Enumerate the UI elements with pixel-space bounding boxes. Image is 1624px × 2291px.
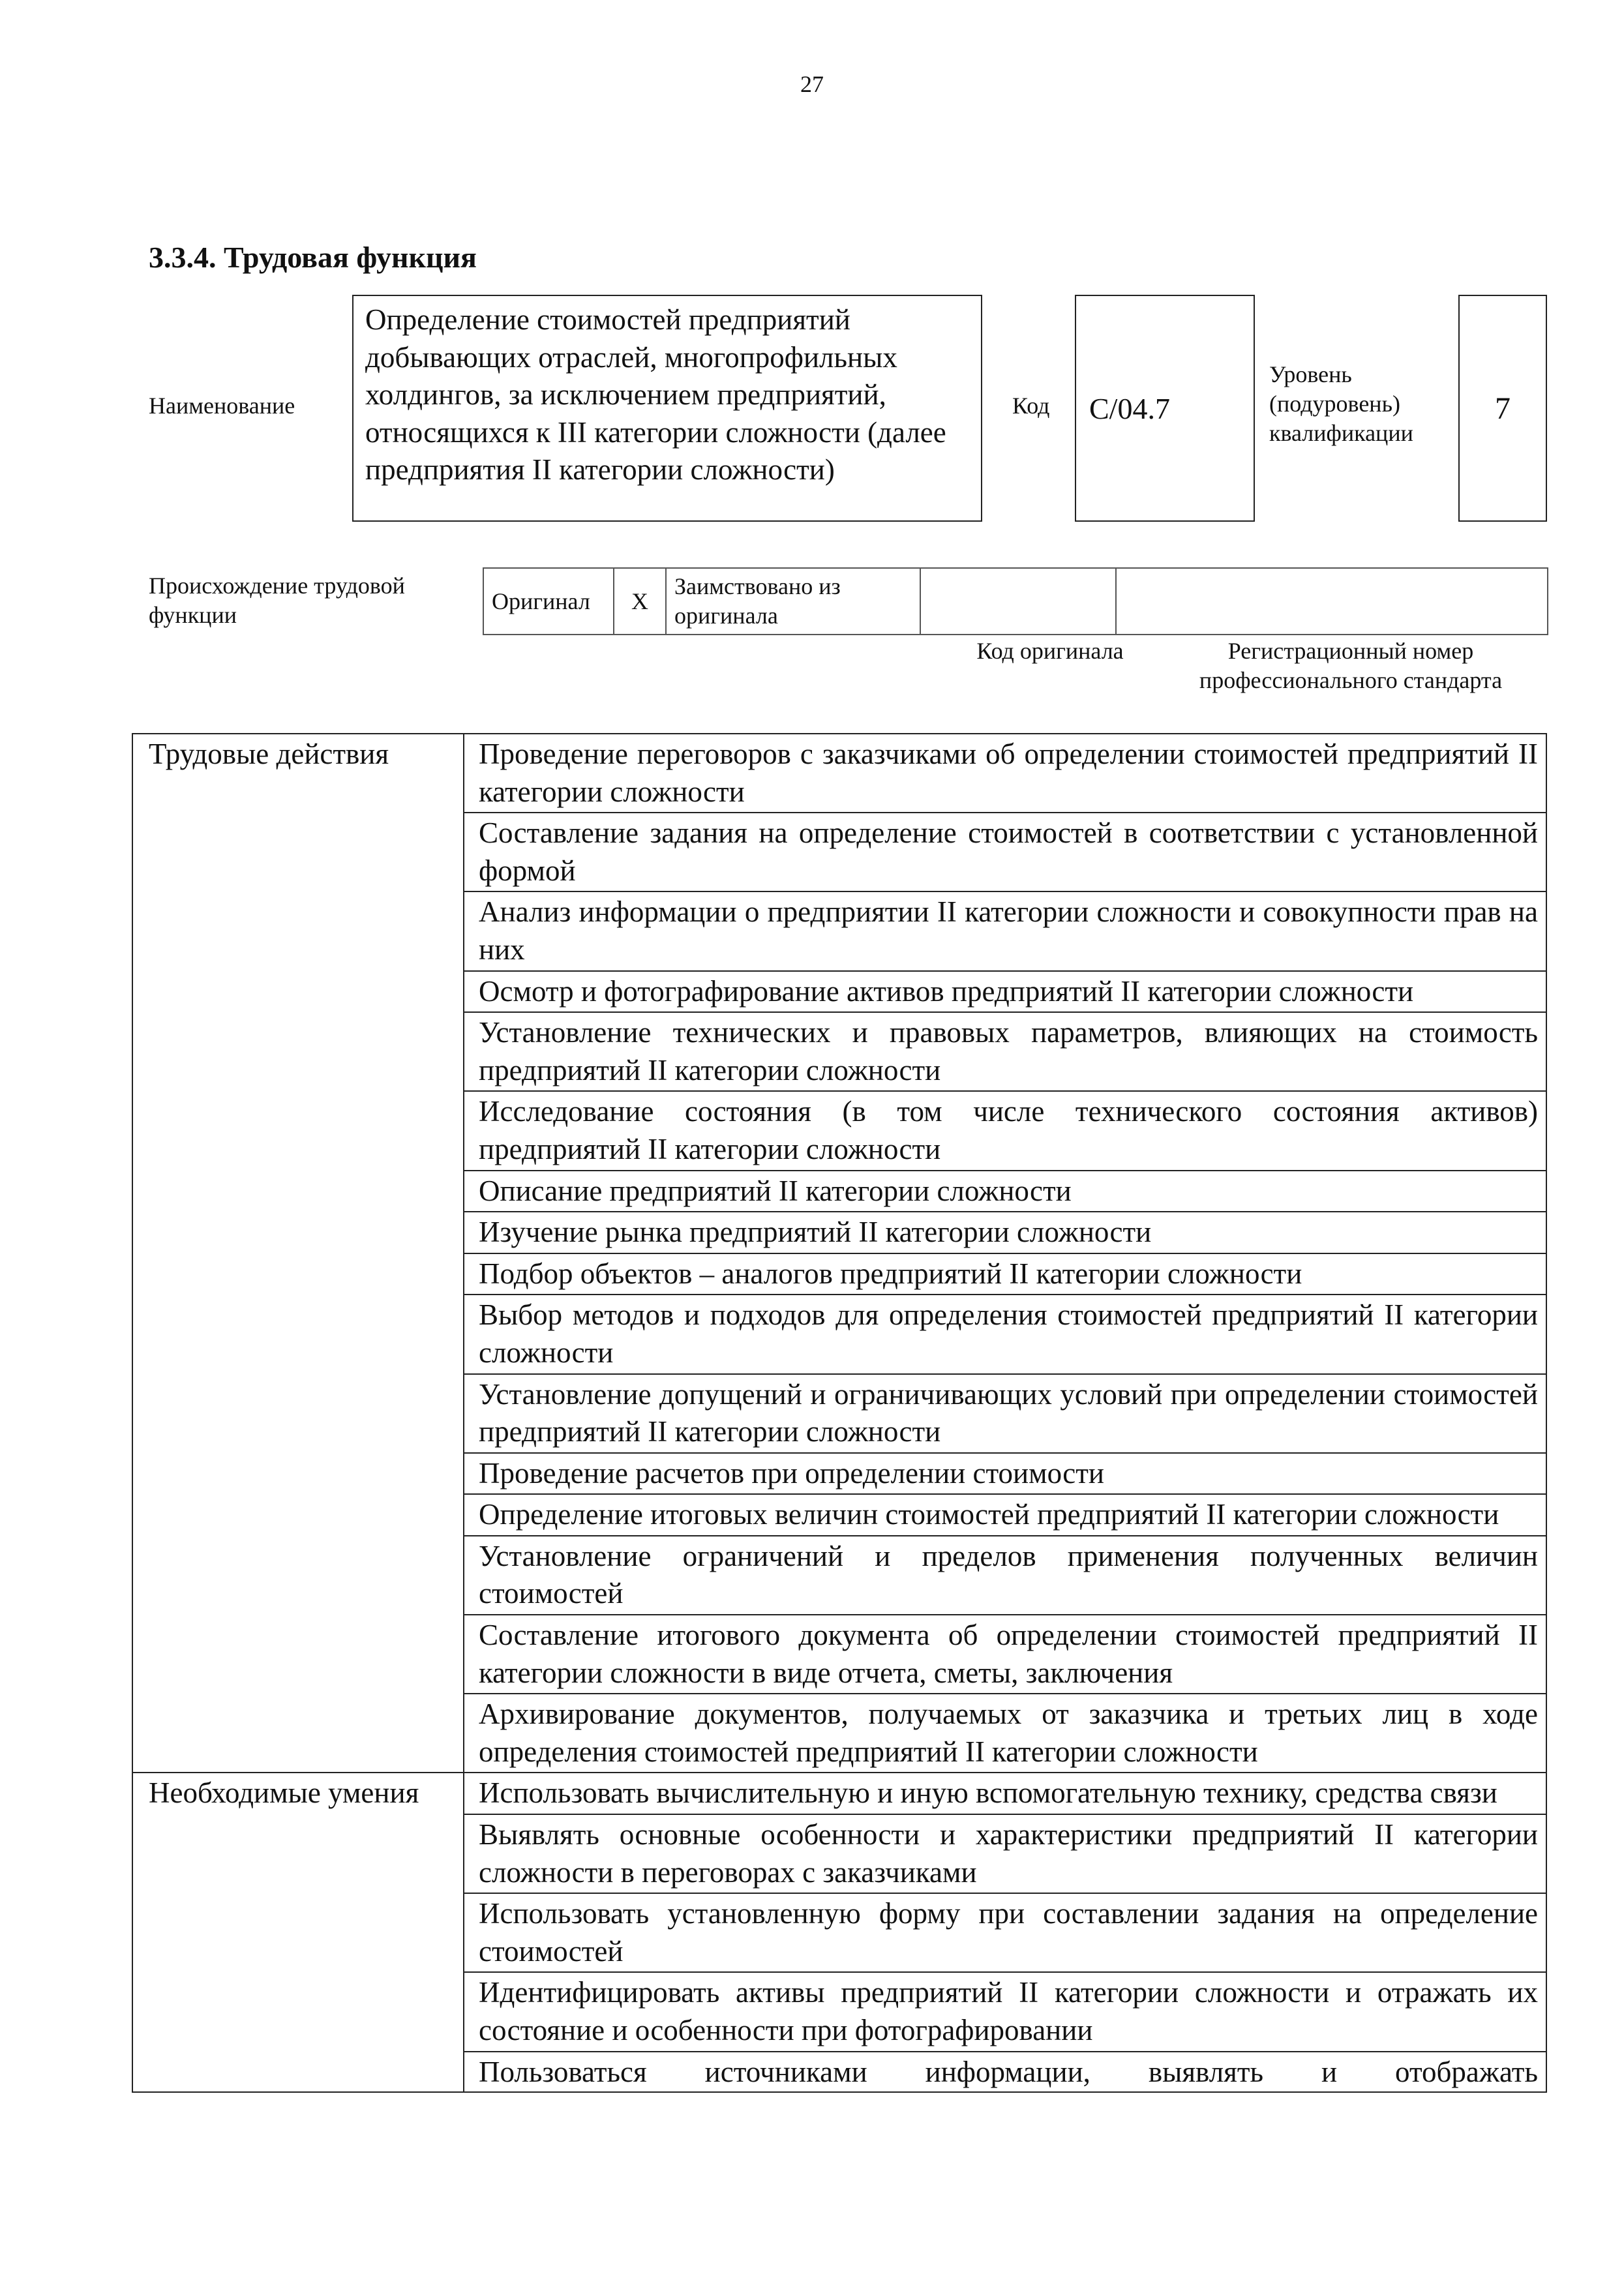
labor-action-item: Определение итоговых величин стоимостей предприятий II категории сложности <box>464 1494 1546 1536</box>
labor-action-item: Осмотр и фотографирование активов предприятий II категории сложности <box>464 971 1546 1013</box>
registration-number-cell <box>1116 568 1548 635</box>
skill-row <box>132 1773 1546 1814</box>
original-code-caption: Код оригинала <box>976 638 1124 664</box>
labor-action-item: Составление итогового документа об определении стоимостей предприятий II категории сложности в виде отчета, сметы, заключения <box>464 1615 1546 1694</box>
labor-action-item: Исследование состояния (в том числе технического состояния активов) предприятий II категории сложности <box>464 1091 1546 1170</box>
skill-item-text: Пользоваться источниками информации, выявлять и отображать <box>479 2055 1538 2088</box>
function-name: Определение стоимостей предприятий добывающих отраслей, многопрофильных холдингов, за исключением предприятий, относящихся к III категории сложности (далее предприятия II категории сложности) <box>352 295 982 522</box>
borrowed-cell: Заимствовано из оригинала <box>666 568 920 635</box>
labor-action-item: Анализ информации о предприятии II категории сложности и совокупности прав на них <box>464 891 1546 970</box>
labor-action-item: Установление технических и правовых параметров, влияющих на стоимость предприятий II категории сложности <box>464 1012 1546 1091</box>
labor-action-item: Выбор методов и подходов для определения стоимостей предприятий II категории сложности <box>464 1295 1546 1373</box>
labor-action-item: Составление задания на определение стоимостей в соответствии с установленной формой <box>464 813 1546 891</box>
labor-action-item: Описание предприятий II категории сложности <box>464 1171 1546 1212</box>
labor-action-row <box>132 734 1546 813</box>
origin-table <box>483 567 1548 635</box>
skill-item: Идентифицировать активы предприятий II категории сложности и отражать их состояние и особенности при фотографировании <box>464 1972 1546 2051</box>
skill-item <box>464 2052 1546 2092</box>
labor-action-item: Проведение переговоров с заказчиками об определении стоимостей предприятий II категории сложности <box>464 734 1546 813</box>
code-label: Код <box>1012 393 1050 419</box>
labor-action-item: Изучение рынка предприятий II категории сложности <box>464 1212 1546 1253</box>
original-cell: Оригинал <box>483 568 614 635</box>
labor-action-item: Установление допущений и ограничивающих условий при определении стоимостей предприятий II категории сложности <box>464 1374 1546 1453</box>
level-label: Уровень (подуровень) квалификации <box>1269 361 1413 446</box>
level-value: 7 <box>1458 295 1547 522</box>
function-table <box>132 733 1547 2093</box>
skill-item: Использовать вычислительную и иную вспомогательную технику, средства связи <box>464 1773 1546 1814</box>
skill-category-label: Необходимые умения <box>132 1773 464 2091</box>
registration-number-caption: Регистрационный номер профессионального стандарта <box>1199 638 1503 693</box>
labor-action-item: Проведение расчетов при определении стоимости <box>464 1453 1546 1495</box>
labor-action-item: Архивирование документов, получаемых от заказчика и третьих лиц в ходе определения стоимостей предприятий II категории сложности <box>464 1694 1546 1773</box>
skill-item: Использовать установленную форму при составлении задания на определение стоимостей <box>464 1893 1546 1972</box>
labor-action-item: Установление ограничений и пределов применения полученных величин стоимостей <box>464 1536 1546 1615</box>
section-title: 3.3.4. Трудовая функция <box>149 241 477 274</box>
code-value: C/04.7 <box>1075 295 1255 522</box>
origin-label: Происхождение трудовой функции <box>149 573 405 628</box>
original-mark: X <box>614 568 666 635</box>
original-code-cell <box>920 568 1116 635</box>
skill-item: Выявлять основные особенности и характеристики предприятий II категории сложности в переговорах с заказчиками <box>464 1814 1546 1893</box>
name-label: Наименование <box>149 393 295 419</box>
labor-action-category-label: Трудовые действия <box>132 734 464 1773</box>
labor-action-item: Подбор объектов – аналогов предприятий II категории сложности <box>464 1253 1546 1295</box>
page-number: 27 <box>800 71 824 97</box>
